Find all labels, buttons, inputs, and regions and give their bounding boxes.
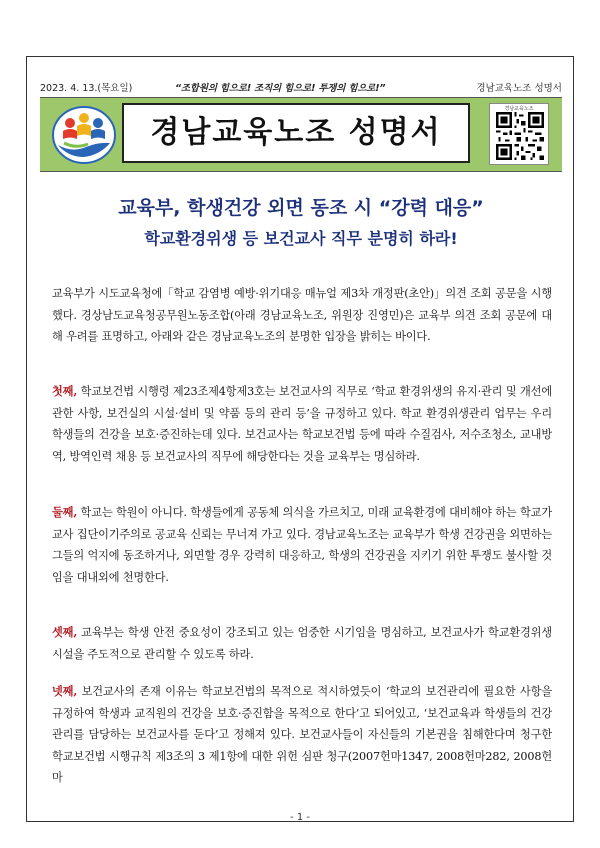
- top-info-line: [40, 80, 562, 94]
- date-text: 2023. 4. 13.(목요일): [40, 83, 133, 94]
- intro-paragraph: 교육부가 시도교육청에「학교 감염병 예방·위기대응 매뉴얼 제3차 개정판(초안)」의견 조회 공문을 시행했다. 경상남도교육청공무원노동조합(아래 경남교육노조, 위원장 진영민)은 교육부 의견 조회 공문에 대해 우려를 표명하고, 아래와 같은 경남교육노조의 분명한 입장을 밝히는 바이다.: [52, 287, 552, 343]
- page-number: - 1 -: [290, 812, 310, 823]
- slogan-text: “조합원의 힘으로! 조직의 힘으로! 투쟁의 힘으로!”: [175, 83, 386, 94]
- paragraph-text: 교육부는 학생 안전 중요성이 강조되고 있는 엄중한 시기임을 명심하고, 보건교사가 학교환경위생 시설을 주도적으로 관리할 수 있도록 하라.: [52, 626, 552, 661]
- qr-code-icon: [496, 112, 544, 160]
- paragraph-lead: 첫째,: [52, 384, 78, 398]
- paragraph-second: [52, 502, 552, 588]
- paragraph-lead: 둘째,: [52, 505, 78, 519]
- paragraph-text: 학교보건법 시행령 제23조제4항제3호는 보건교사의 직무로 ‘학교 환경위생의 유지·관리 및 개선에 관한 사항, 보건실의 시설·설비 및 약품 등의 관리 등’을 규정하고 있다. 학교 환경위생관리 업무는 우리 학생들의 건강을 보호·증진하는데 있다. 보건교사는 학교보건법 등에 따라 수질검사, 저수조청소, 교내방역, 방역인력 채용 등 보건교사의 직무에 해당한다는 것을 교육부는 명심하라.: [52, 385, 552, 463]
- statement-title: 경남교육노조 성명서: [122, 103, 470, 163]
- qr-caption: 경남교육노조: [504, 106, 534, 112]
- sub-headline: 학교환경위생 등 보건교사 직무 분명히 하라!: [144, 229, 458, 248]
- paragraph-fourth: [52, 681, 552, 789]
- paragraph-lead: 넷째,: [52, 684, 78, 698]
- paragraph-text: 보건교사의 존재 이유는 학교보건법의 목적으로 적시하였듯이 ‘학교의 보건관리에 필요한 사항을 규정하여 학생과 교직원의 건강을 보호·증진함을 목적으로 한다’고 되어있고, ‘보건교육과 학생들의 건강관리를 담당하는 보건교사를 둔다’고 정해져 있다. 보건교사들이 자신들의 기본권을 침해한다며 청구한 학교보건법 시행규칙 제3조의 3 제1항에 대한 위헌 심판 청구(2007헌마1347, 2008헌마282, 2008헌마: [52, 685, 552, 784]
- paragraph-first: [52, 381, 552, 467]
- union-logo-icon: [50, 103, 118, 165]
- paragraph-lead: 셋째,: [52, 625, 78, 639]
- main-headline: 교육부, 학생건강 외면 동조 시 “강력 대응”: [118, 197, 484, 219]
- paragraph-text: 학교는 학원이 아니다. 학생들에게 공동체 의식을 가르치고, 미래 교육환경에 대비해야 하는 학교가 교사 집단이기주의로 공교육 신뢰는 무너져 가고 있다. 경남교육노조는 교육부가 학생 건강권을 외면하는 그들의 억지에 동조하거나, 외면할 경우 강력히 대응하고, 학생의 건강권을 지키기 위한 투쟁도 불사할 것임을 대내외에 천명한다.: [52, 506, 552, 584]
- paragraph-third: [52, 622, 552, 665]
- qr-code[interactable]: [489, 103, 549, 165]
- org-text: 경남교육노조 성명서: [476, 83, 562, 94]
